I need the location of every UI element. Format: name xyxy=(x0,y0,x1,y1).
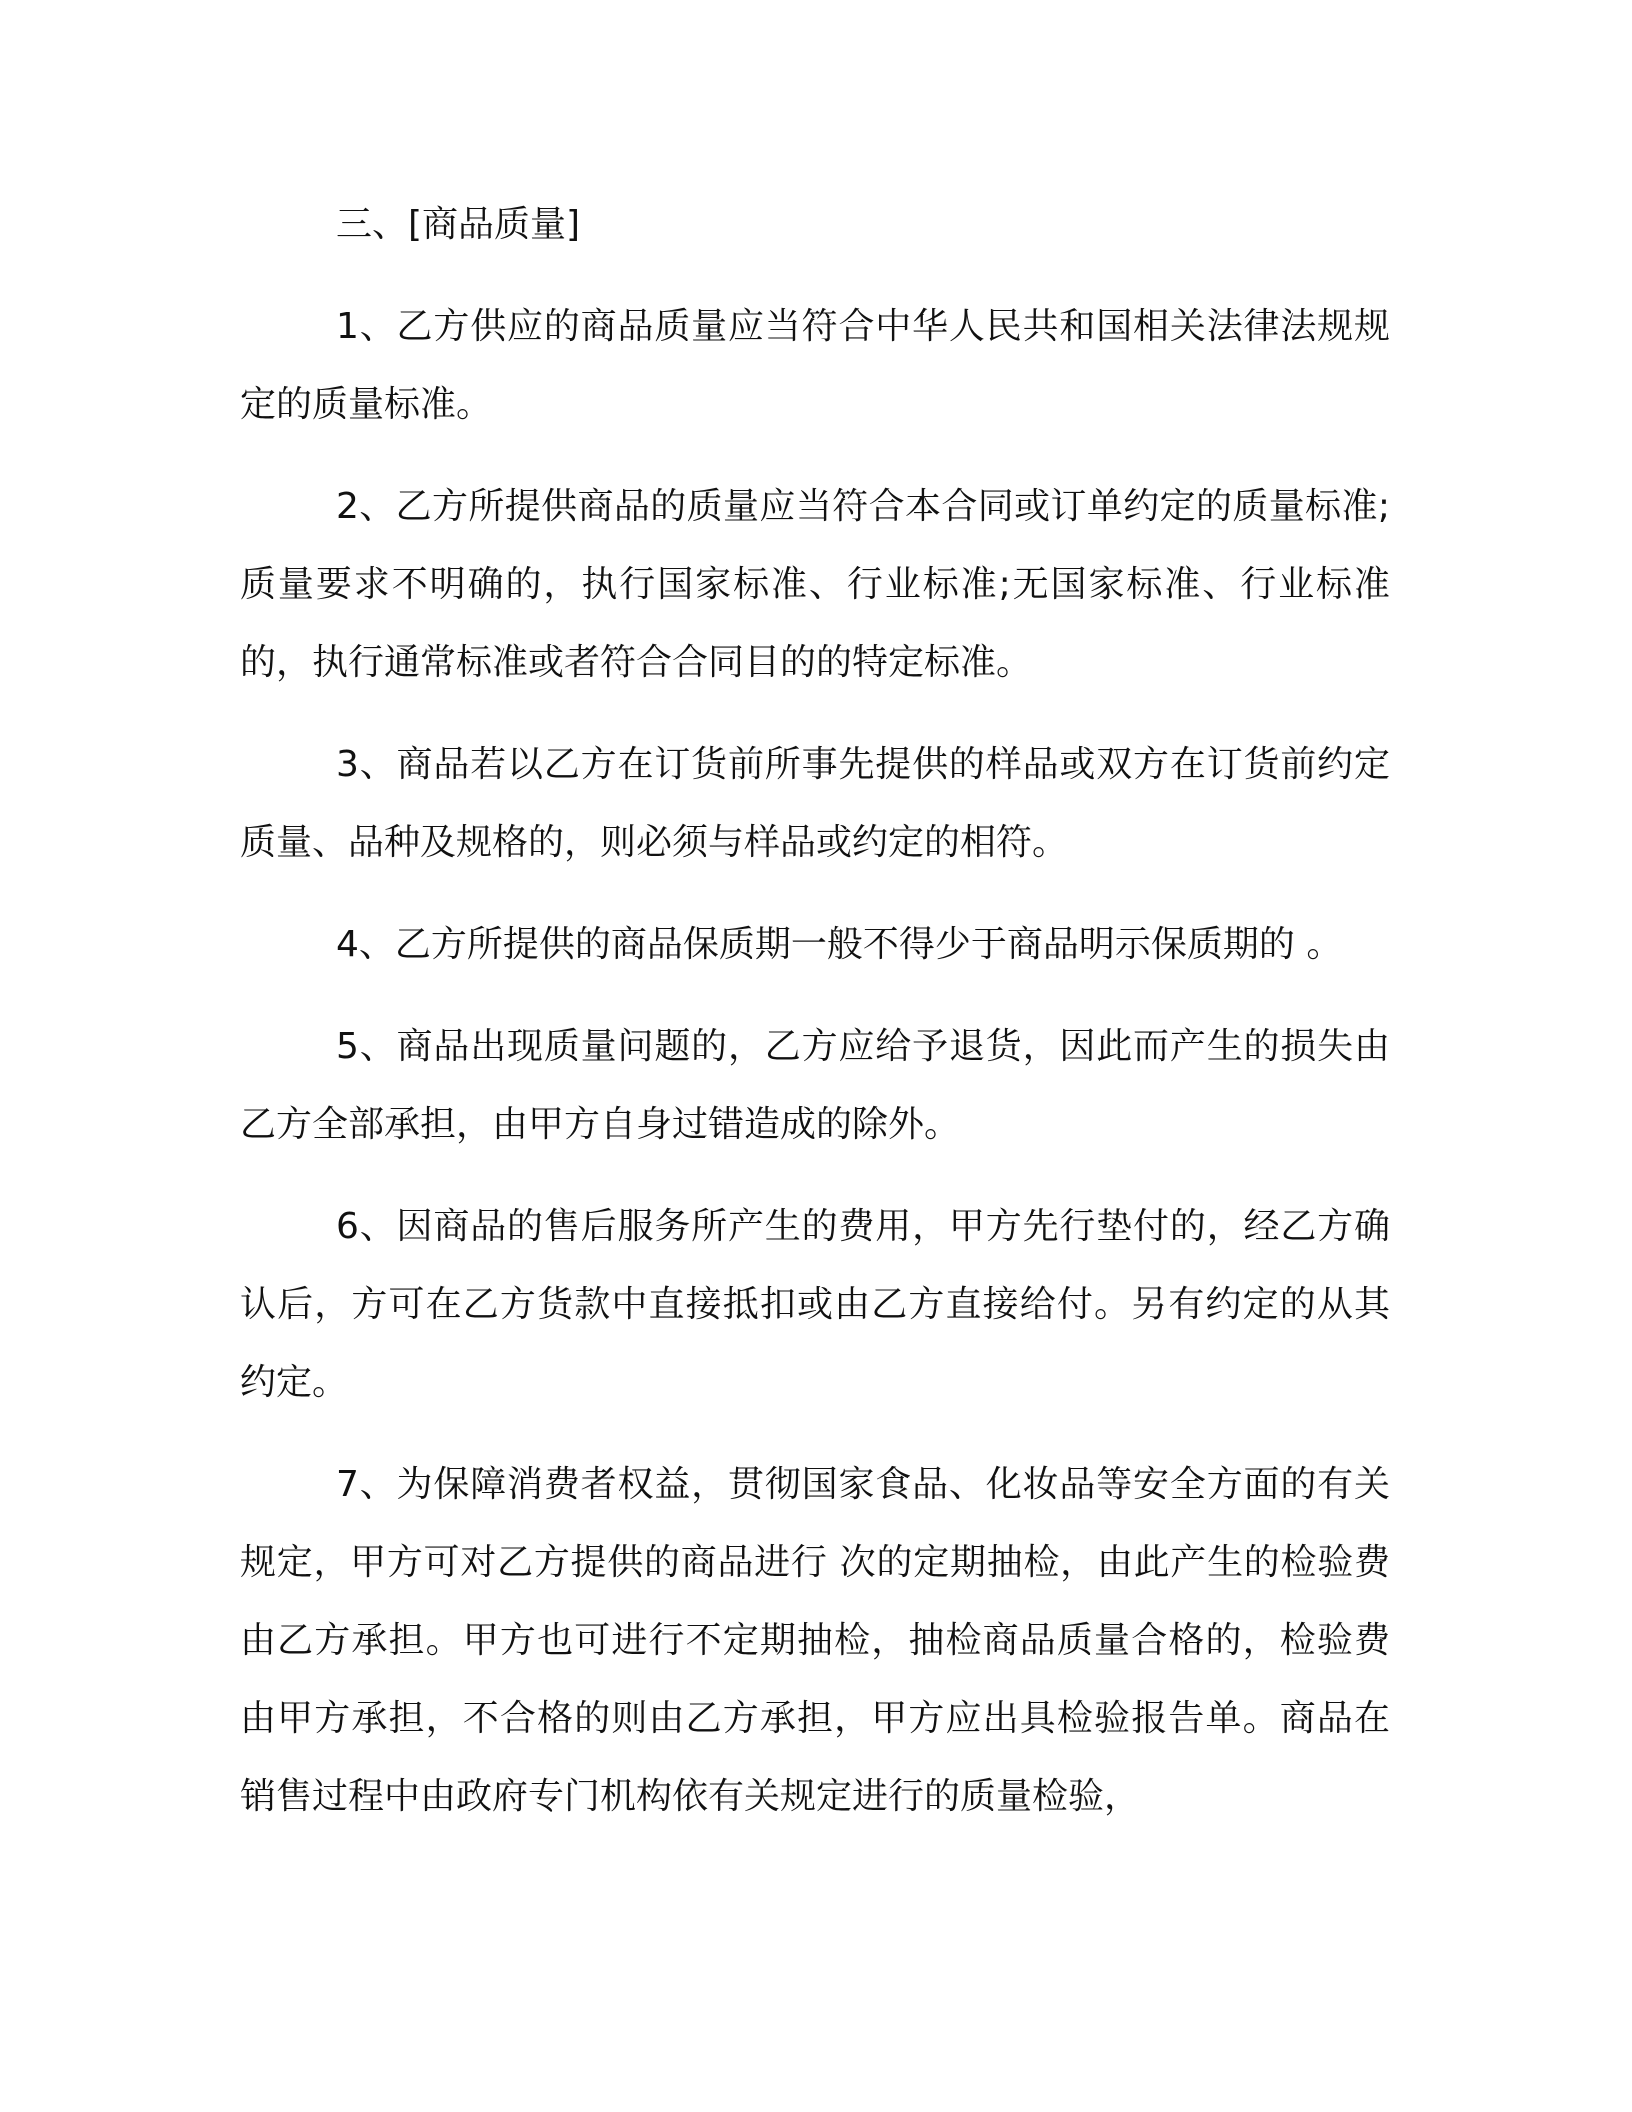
document-body xyxy=(240,186,1390,1860)
section-heading: 三、[商品质量] xyxy=(336,204,581,245)
clause-2: 2、乙方所提供商品的质量应当符合本合同或订单约定的质量标准;质量要求不明确的，执行国家标准、行业标准;无国家标准、行业标准的，执行通常标准或者符合合同目的的特定标准。 xyxy=(240,486,1390,683)
clause-6: 6、因商品的售后服务所产生的费用，甲方先行垫付的，经乙方确认后，方可在乙方货款中直接抵扣或由乙方直接给付。另有约定的从其约定。 xyxy=(240,1206,1390,1403)
clause-4: 4、乙方所提供的商品保质期一般不得少于商品明示保质期的 。 xyxy=(336,924,1343,965)
clause-3: 3、商品若以乙方在订货前所事先提供的样品或双方在订货前约定质量、品种及规格的，则必须与样品或约定的相符。 xyxy=(240,744,1390,863)
clause-5: 5、商品出现质量问题的，乙方应给予退货，因此而产生的损失由乙方全部承担，由甲方自身过错造成的除外。 xyxy=(240,1026,1390,1145)
clause-7: 7、为保障消费者权益，贯彻国家食品、化妆品等安全方面的有关规定，甲方可对乙方提供的商品进行 次的定期抽检，由此产生的检验费由乙方承担。甲方也可进行不定期抽检，抽检商品质量合格的，检验费由甲方承担，不合格的则由乙方承担，甲方应出具检验报告单。商品在销售过程中由政府专门机构依有关规定进行的质量检验， xyxy=(240,1464,1390,1817)
clause-1: 1、乙方供应的商品质量应当符合中华人民共和国相关法律法规规定的质量标准。 xyxy=(240,306,1390,425)
